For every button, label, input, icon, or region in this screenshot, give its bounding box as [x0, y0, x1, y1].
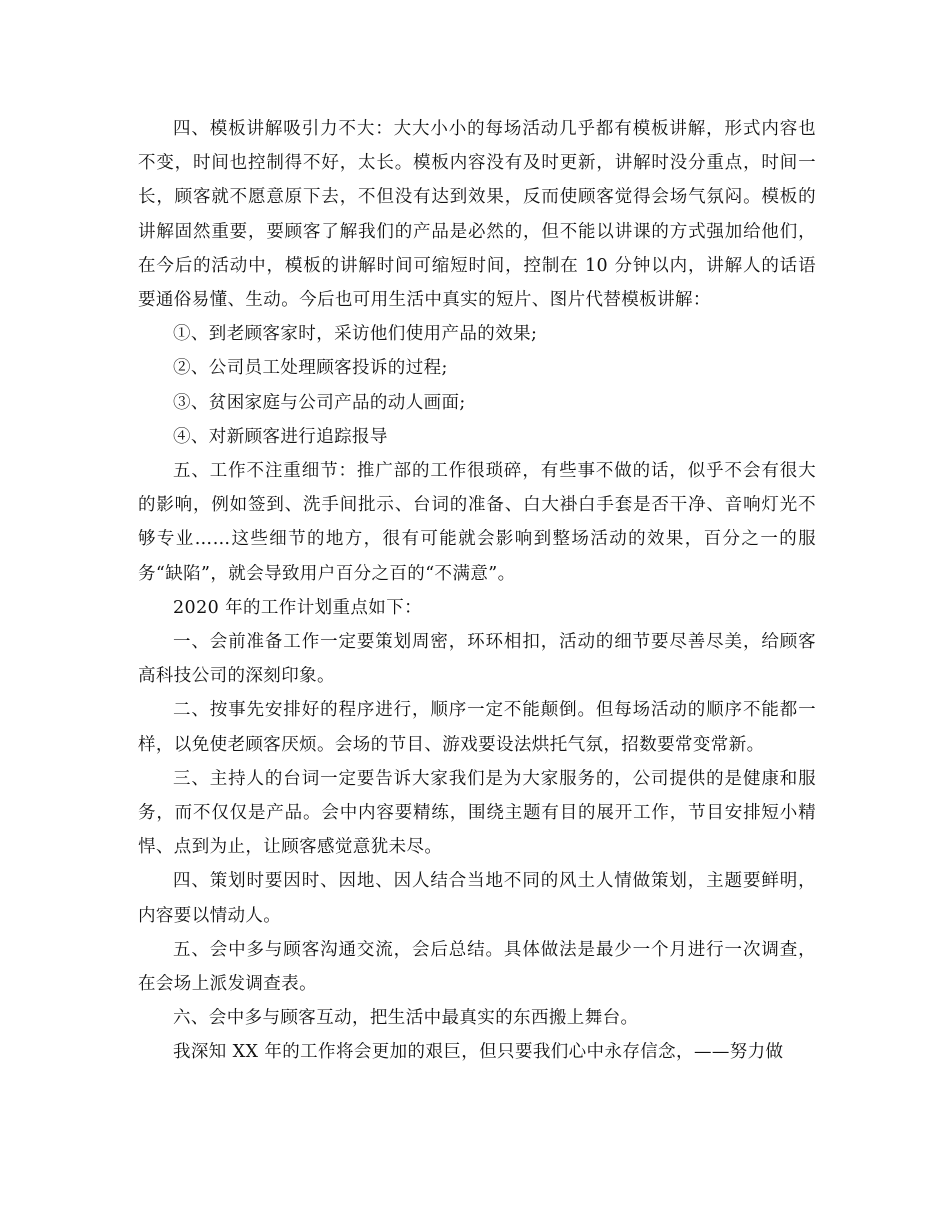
- list-item-1: ①、到老顾客家时，采访他们使用产品的效果;: [173, 324, 538, 345]
- plan-item-4: 四、策划时要因时、因地、因人结合当地不同的风土人情做策划，主题要鲜明，内容要以情动人。: [138, 871, 816, 926]
- list-item-3: ③、贫困家庭与公司产品的动人画面;: [173, 392, 466, 413]
- paragraph-closing: 我深知 XX 年的工作将会更加的艰巨，但只要我们心中永存信念，——努力做: [173, 1042, 784, 1063]
- list-item-2: ②、公司员工处理顾客投诉的过程;: [173, 358, 448, 379]
- plan-item-6: 六、会中多与顾客互动，把生活中最真实的东西搬上舞台。: [173, 1008, 639, 1029]
- paragraph-details-issue: 五、工作不注重细节：推广部的工作很琐碎，有些事不做的话，似乎不会有很大的影响，例如签到、洗手间批示、台词的准备、白大褂白手套是否干净、音响灯光不够专业……这些细节的地方，很有可能就会影响到整场活动的效果，百分之一的服务“缺陷”，就会导致用户百分之百的“不满意”。: [138, 461, 816, 584]
- paragraph-template-issue: 四、模板讲解吸引力不大：大大小小的每场活动几乎都有模板讲解，形式内容也不变，时间也控制得不好，太长。模板内容没有及时更新，讲解时没分重点，时间一长，顾客就不愿意原下去，不但没有达到效果，反而使顾客觉得会场气氛闷。模板的讲解固然重要，要顾客了解我们的产品是必然的，但不能以讲课的方式强加给他们，在今后的活动中，模板的讲解时间可缩短时间，控制在 10 分钟以内，讲解人的话语要通俗易懂、生动。今后也可用生活中真实的短片、图片代替模板讲解：: [138, 119, 816, 311]
- plan-item-3: 三、主持人的台词一定要告诉大家我们是为大家服务的，公司提供的是健康和服务，而不仅仅是产品。会中内容要精练，围绕主题有目的展开工作，节目安排短小精悍、点到为止，让顾客感觉意犹未尽。: [138, 768, 816, 858]
- plan-item-5: 五、会中多与顾客沟通交流，会后总结。具体做法是最少一个月进行一次调查，在会场上派发调查表。: [138, 939, 816, 995]
- list-item-4: ④、对新顾客进行追踪报导: [173, 426, 388, 447]
- paragraph-plan-heading: 2020 年的工作计划重点如下：: [173, 597, 422, 618]
- plan-item-2: 二、按事先安排好的程序进行，顺序一定不能颠倒。但每场活动的顺序不能都一样，以免使老顾客厌烦。会场的节目、游戏要设法烘托气氛，招数要常变常新。: [138, 700, 816, 755]
- document-body: [138, 112, 816, 1070]
- plan-item-1: 一、会前准备工作一定要策划周密，环环相扣，活动的细节要尽善尽美，给顾客高科技公司的深刻印象。: [138, 632, 816, 687]
